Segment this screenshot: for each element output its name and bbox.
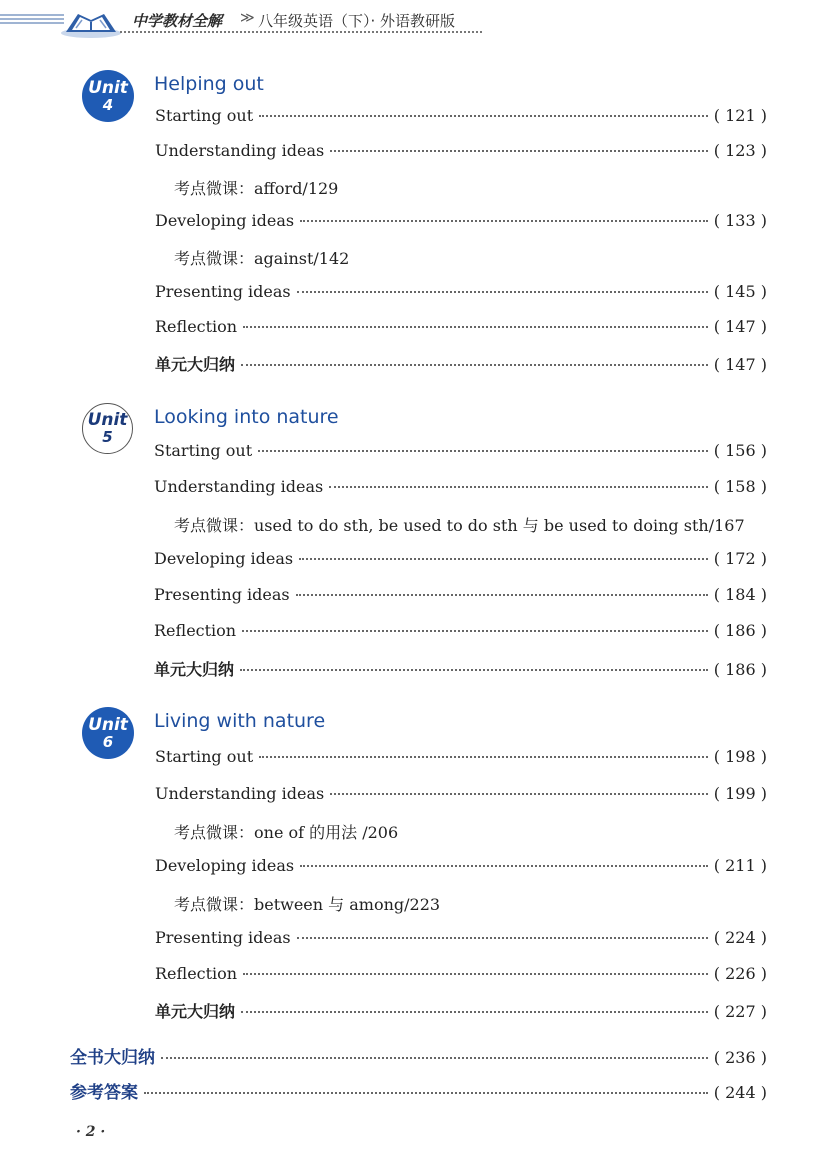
dot-leader	[242, 630, 708, 632]
entry-page: ( 184 )	[713, 585, 767, 604]
toc-entry[interactable]	[155, 317, 767, 339]
entry-page: ( 123 )	[713, 141, 767, 160]
entry-page: ( 198 )	[713, 747, 767, 766]
toc-entry[interactable]	[155, 106, 767, 128]
entry-page: ( 172 )	[713, 549, 767, 568]
header-stripe	[0, 14, 64, 26]
entry-page: ( 121 )	[713, 106, 767, 125]
entry-label: Starting out	[155, 747, 254, 766]
dot-leader	[243, 973, 708, 975]
toc-entry[interactable]	[155, 747, 767, 769]
entry-label: Developing ideas	[155, 856, 295, 875]
dot-leader	[258, 450, 708, 452]
header-divider	[120, 31, 482, 33]
dot-leader	[259, 756, 708, 758]
dot-leader	[330, 150, 708, 152]
toc-entry-book-summary[interactable]	[70, 1043, 767, 1068]
entry-label: Presenting ideas	[155, 282, 291, 301]
entry-label: Reflection	[154, 621, 237, 640]
header-separator: ≫	[240, 10, 255, 26]
unit-title: Looking into nature	[154, 406, 339, 428]
toc-entry[interactable]	[154, 477, 767, 499]
dot-leader	[297, 291, 708, 293]
entry-page: ( 158 )	[713, 477, 767, 496]
entry-label: 单元大归纳	[155, 355, 236, 374]
entry-page: ( 145 )	[713, 282, 767, 301]
entry-label: Presenting ideas	[154, 585, 290, 604]
entry-page: ( 156 )	[713, 441, 767, 460]
entry-label: Understanding ideas	[155, 784, 325, 803]
dot-leader	[299, 558, 708, 560]
dot-leader	[241, 364, 708, 366]
toc-entry[interactable]	[155, 928, 767, 950]
page-header	[0, 0, 826, 44]
toc-entry[interactable]	[154, 549, 767, 571]
entry-label: 单元大归纳	[155, 1002, 236, 1021]
unit-badge	[82, 70, 134, 122]
unit-title: Living with nature	[154, 710, 326, 732]
dot-leader	[296, 594, 708, 596]
entry-page: ( 199 )	[713, 784, 767, 803]
dot-leader	[330, 793, 708, 795]
unit-badge-word: Unit	[87, 410, 128, 430]
entry-page: ( 226 )	[713, 964, 767, 983]
dot-leader	[329, 486, 708, 488]
unit-badge	[82, 707, 134, 759]
entry-page: ( 211 )	[713, 856, 767, 875]
entry-label: Starting out	[155, 106, 254, 125]
toc-entry[interactable]	[155, 211, 767, 233]
toc-entry[interactable]	[154, 441, 767, 463]
unit-badge-word: Unit	[88, 77, 128, 98]
entry-page: ( 224 )	[713, 928, 767, 947]
dot-leader	[144, 1092, 708, 1094]
toc-entry-answers[interactable]	[70, 1078, 767, 1103]
toc-entry[interactable]	[155, 964, 767, 986]
lesson-note[interactable]: 考点微课：between 与 among/223	[174, 895, 441, 914]
unit-badge-number: 4	[102, 95, 114, 114]
entry-label: 单元大归纳	[154, 660, 235, 679]
entry-page: ( 133 )	[713, 211, 767, 230]
book-logo-icon	[58, 6, 124, 40]
page-number: · 2 ·	[76, 1124, 106, 1140]
dot-leader	[300, 220, 708, 222]
lesson-note[interactable]: 考点微课：against/142	[174, 249, 350, 268]
lesson-note[interactable]: 考点微课：afford/129	[174, 179, 339, 198]
toc-entry[interactable]	[155, 856, 767, 878]
dot-leader	[300, 865, 708, 867]
entry-label: Developing ideas	[155, 211, 295, 230]
entry-page: ( 244 )	[713, 1083, 767, 1102]
toc-entry[interactable]	[155, 784, 767, 806]
dot-leader	[161, 1057, 708, 1059]
entry-label: Starting out	[154, 441, 253, 460]
dot-leader	[241, 1011, 708, 1013]
dot-leader	[243, 326, 708, 328]
entry-label: Presenting ideas	[155, 928, 291, 947]
entry-label: 参考答案	[70, 1083, 138, 1103]
entry-page: ( 236 )	[713, 1048, 767, 1067]
lesson-note[interactable]: 考点微课：one of 的用法 /206	[174, 823, 399, 842]
entry-label: Understanding ideas	[154, 477, 324, 496]
toc-entry[interactable]	[154, 621, 767, 643]
entry-page: ( 186 )	[713, 660, 767, 679]
toc-entry[interactable]	[155, 282, 767, 304]
entry-page: ( 186 )	[713, 621, 767, 640]
book-subtitle: 八年级英语（下）· 外语教研版	[258, 12, 456, 30]
book-series-title: 中学教材全解	[132, 12, 223, 30]
toc-entry-summary[interactable]	[155, 999, 767, 1021]
unit-badge-word: Unit	[88, 714, 128, 735]
entry-label: Reflection	[155, 317, 238, 336]
dot-leader	[297, 937, 708, 939]
unit-badge-number: 6	[102, 732, 114, 751]
entry-label: Understanding ideas	[155, 141, 325, 160]
toc-entry[interactable]	[155, 141, 767, 163]
toc-entry-summary[interactable]	[154, 657, 767, 679]
entry-label: 全书大归纳	[70, 1048, 155, 1068]
lesson-note[interactable]: 考点微课：used to do sth, be used to do sth 与 be used to doing sth/167	[174, 516, 745, 535]
unit-badge-number: 5	[102, 428, 113, 446]
dot-leader	[240, 669, 708, 671]
entry-page: ( 147 )	[713, 355, 767, 374]
entry-label: Developing ideas	[154, 549, 294, 568]
unit-title: Helping out	[154, 73, 264, 95]
toc-entry[interactable]	[154, 585, 767, 607]
entry-page: ( 227 )	[713, 1002, 767, 1021]
dot-leader	[259, 115, 708, 117]
entry-page: ( 147 )	[713, 317, 767, 336]
unit-badge	[82, 403, 133, 454]
entry-label: Reflection	[155, 964, 238, 983]
toc-entry-summary[interactable]	[155, 352, 767, 374]
